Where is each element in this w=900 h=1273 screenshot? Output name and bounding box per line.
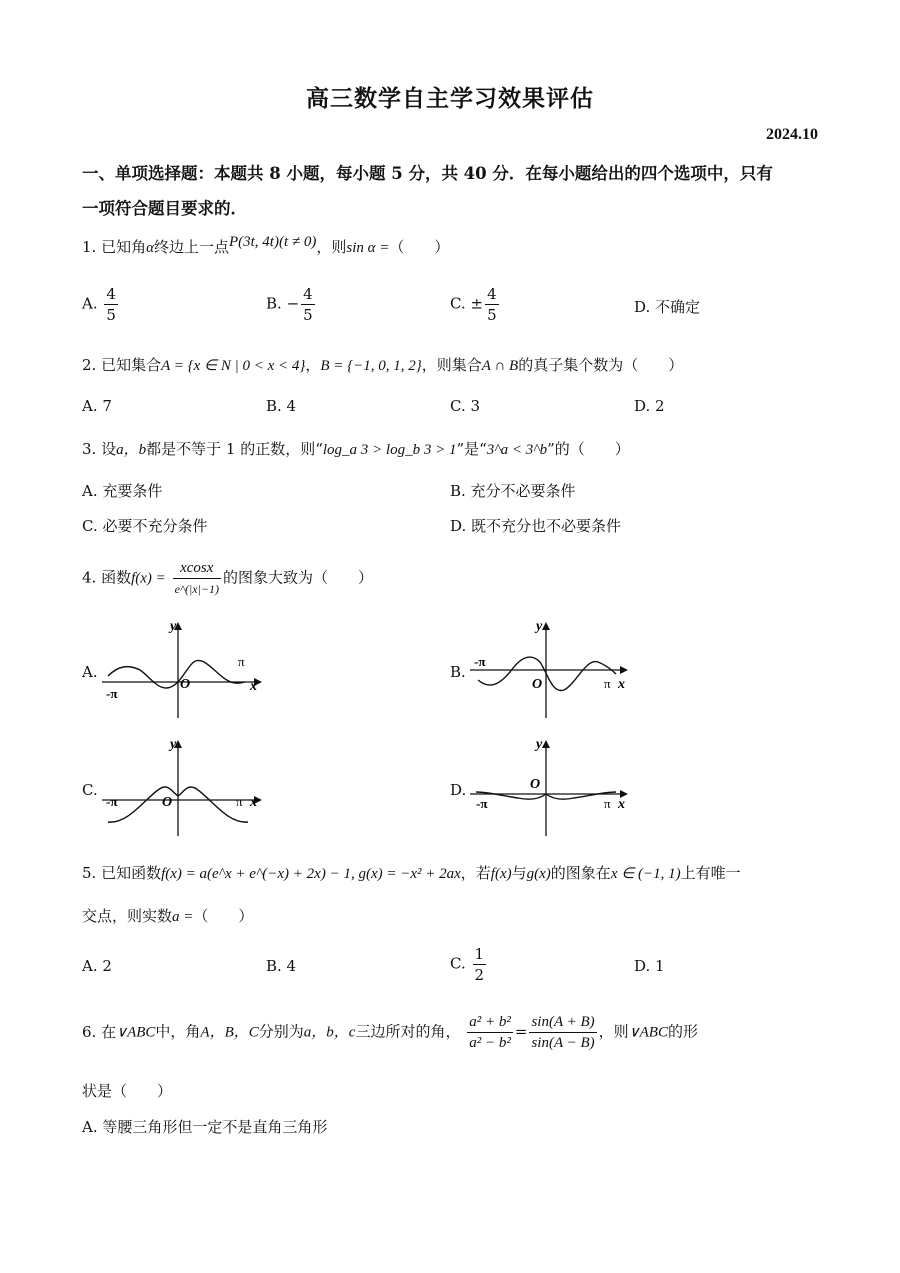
q1-post: ，则: [316, 238, 347, 256]
svg-text:x: x: [250, 795, 257, 810]
question-5-line2: 交点，则实数a =（ ）: [82, 907, 254, 925]
q5-option-a[interactable]: A. 2: [82, 957, 112, 975]
svg-text:x: x: [250, 679, 257, 694]
q1-option-a[interactable]: A. $\frac{4}{5}$: [82, 285, 116, 324]
question-3: 3. 设a，b都是不等于 1 的正数，则“log_a 3 > log_b 3 > 1”是“3^a < 3^b”的（ ）: [82, 440, 630, 458]
svg-text:π: π: [604, 676, 611, 691]
exam-date: 2024.10: [766, 126, 818, 143]
q2-option-d[interactable]: D. 2: [634, 397, 665, 415]
svg-text:O: O: [530, 777, 541, 792]
q4-graph-d: [468, 736, 638, 838]
q3-option-b[interactable]: B. 充分不必要条件: [450, 482, 576, 500]
q1-alpha: α: [146, 240, 154, 256]
section-heading-line2: 一项符合题目要求的．: [82, 199, 247, 218]
svg-text:O: O: [162, 795, 173, 810]
svg-text:x: x: [618, 677, 625, 692]
q2-option-c[interactable]: C. 3: [450, 397, 481, 415]
q1-option-d[interactable]: D. 不确定: [634, 298, 701, 316]
q1-pre: 1. 已知角: [82, 238, 147, 256]
q1-point: P(3t, 4t)(t ≠ 0): [228, 234, 317, 250]
svg-text:π: π: [604, 796, 611, 811]
q6-option-a[interactable]: A. 等腰三角形但一定不是直角三角形: [82, 1118, 328, 1136]
section-heading-line1: 一、单项选择题：本题共 8 小题，每小题 5 分，共 40 分．在每小题给出的四个选项中，只有: [82, 164, 773, 183]
q3-option-d[interactable]: D. 既不充分也不必要条件: [450, 517, 622, 535]
svg-text:y: y: [536, 619, 543, 634]
svg-text:O: O: [532, 677, 543, 692]
svg-text:y: y: [536, 737, 543, 752]
svg-text:-π: -π: [106, 686, 118, 701]
question-1: [82, 236, 449, 257]
q5-option-d[interactable]: D. 1: [634, 957, 665, 975]
q2-set-a: A = {x ∈ N | 0 < x < 4}: [161, 358, 306, 374]
q1-option-c[interactable]: C. ± $\frac{4}{5}$: [450, 285, 497, 324]
question-2: 2. 已知集合A = {x ∈ N | 0 < x < 4}，B = {−1, 0, 1, 2}，则集合A ∩ B的真子集个数为（ ）: [82, 356, 684, 374]
svg-text:x: x: [618, 797, 625, 812]
svg-text:-π: -π: [474, 654, 486, 669]
question-6-line2: 状是（ ）: [82, 1082, 173, 1100]
page-title: 高三数学自主学习效果评估: [306, 85, 594, 112]
q4-option-a[interactable]: A.: [82, 663, 98, 681]
q5-option-b[interactable]: B. 4: [266, 957, 297, 975]
q4-option-b[interactable]: B.: [450, 663, 466, 681]
svg-text:y: y: [170, 737, 177, 752]
q5-option-c[interactable]: C. $\frac{1}{2}$: [450, 945, 485, 984]
q5-functions: f(x) = a(e^x + e^(−x) + 2x) − 1, g(x) = −x² + 2ax: [161, 866, 461, 882]
question-4: 4. 函数f(x) = $\frac{xcosx}{e\^{}(|x|-1)}$ 的图象大致为（ ）: [82, 558, 373, 599]
q4-option-c[interactable]: C.: [82, 781, 98, 799]
q4-graph-c: [100, 736, 270, 838]
q3-cond2: 3^a < 3^b: [486, 442, 548, 458]
svg-text:-π: -π: [106, 794, 118, 809]
svg-text:π: π: [238, 654, 245, 669]
q1-paren: （ ）: [389, 238, 450, 256]
q1-expr: sin α =: [346, 240, 390, 256]
q4-option-d[interactable]: D.: [450, 781, 467, 799]
q1-option-b[interactable]: B. − $\frac{4}{5}$: [266, 285, 313, 324]
q3-option-a[interactable]: A. 充要条件: [82, 482, 163, 500]
q2-option-a[interactable]: A. 7: [82, 397, 112, 415]
q3-cond1: log_a 3 > log_b 3 > 1: [322, 442, 457, 458]
svg-text:-π: -π: [476, 796, 488, 811]
q1-mid: 终边上一点: [153, 238, 229, 256]
q4-graph-b: [468, 618, 638, 720]
q4-graph-a: [100, 618, 270, 720]
q3-option-c[interactable]: C. 必要不充分条件: [82, 517, 208, 535]
svg-text:O: O: [180, 677, 191, 692]
question-6: 6. 在∨ABC中，角A，B，C分别为a，b，c三边所对的角， $\frac{\text{a² + b²}}{\text{a² − b²}}$ = $\frac{\sin(A + B)}{\sin(A - B)}$ ，则∨ABC的形: [82, 1014, 698, 1051]
svg-text:π: π: [236, 794, 243, 809]
q2-option-b[interactable]: B. 4: [266, 397, 297, 415]
question-5: 5. 已知函数f(x) = a(e^x + e^(−x) + 2x) − 1, g(x) = −x² + 2ax，若f(x)与g(x)的图象在x ∈ (−1, 1)上有唯一: [82, 864, 741, 882]
q2-set-b: B = {−1, 0, 1, 2}: [320, 358, 422, 374]
svg-text:y: y: [170, 619, 177, 634]
